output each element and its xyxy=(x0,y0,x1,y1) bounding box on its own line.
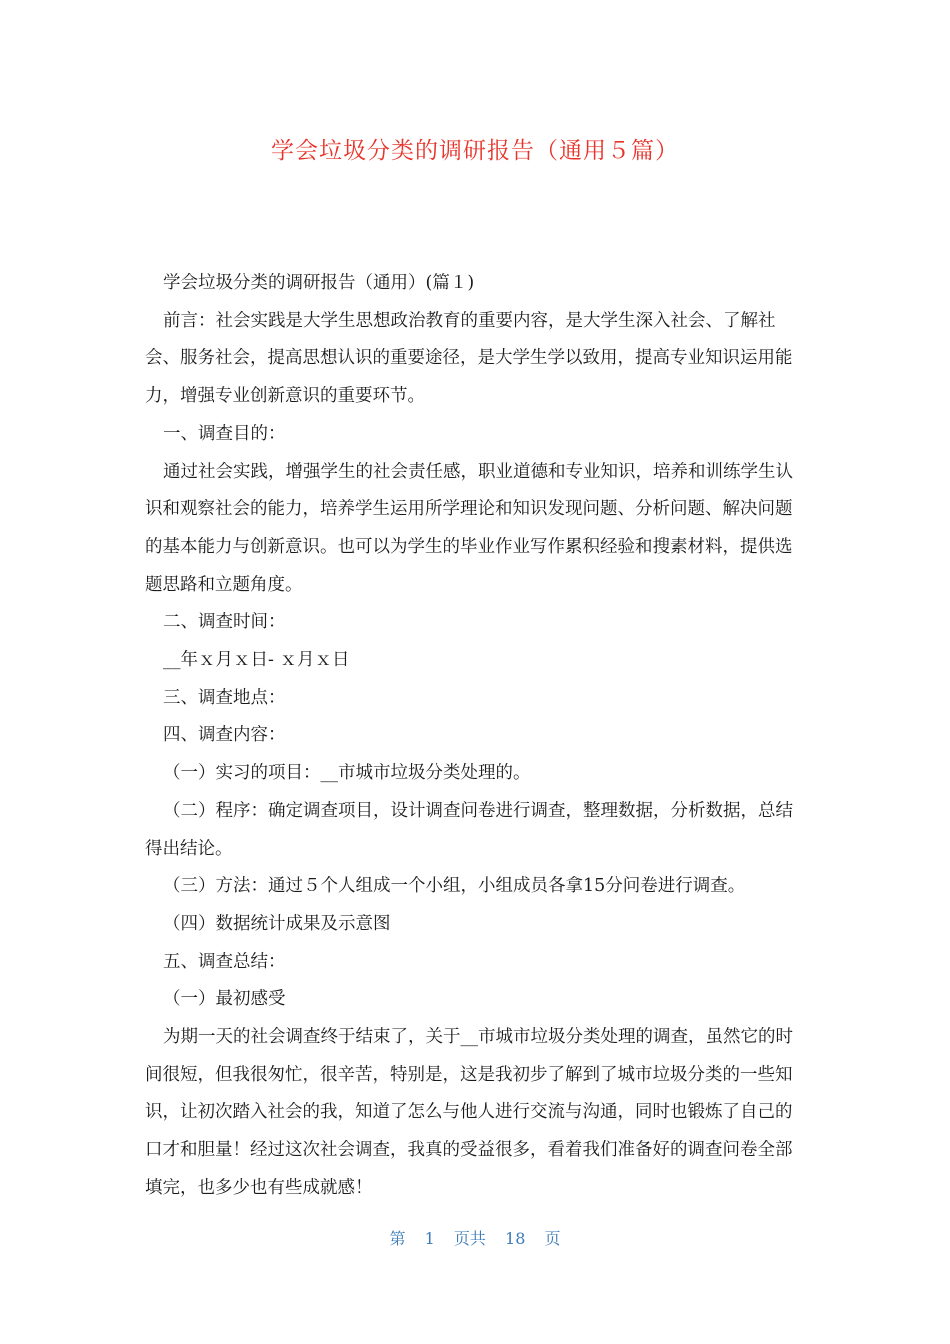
heading-summary: 五、调查总结： xyxy=(163,951,286,972)
item-procedure: （二）程序：确定调查项目，设计调查问卷进行调查，整理数据，分析数据，总结得出结论。 xyxy=(145,800,793,859)
item-first-impression: （一）最初感受 xyxy=(163,989,286,1010)
item-project: （一）实习的项目：__市城市垃圾分类处理的。 xyxy=(163,763,531,784)
page-label-prefix: 第 xyxy=(389,1229,406,1248)
page-label-mid: 页共 xyxy=(453,1229,486,1248)
paragraph-purpose: 通过社会实践，增强学生的社会责任感，职业道德和专业知识，培养和训练学生认识和观察社会的能力，培养学生运用所学理论和知识发现问题、分析问题、解决问题的基本能力与创新意识。也可以为学生的毕业作业写作累积经验和搜素材料，提供选题思路和立题角度。 xyxy=(145,461,793,595)
page-current: 1 xyxy=(424,1229,435,1248)
item-method: （三）方法：通过５个人组成一个小组，小组成员各拿15分问卷进行调查。 xyxy=(163,876,746,897)
page-label-suffix: 页 xyxy=(544,1229,561,1248)
heading-purpose: 一、调查目的： xyxy=(163,423,286,444)
heading-location: 三、调查地点： xyxy=(163,687,286,708)
document-title: 学会垃圾分类的调研报告（通用５篇） xyxy=(271,138,679,164)
paragraph-time: __年ｘ月ｘ日- ｘ月ｘ日 xyxy=(163,650,350,671)
paragraph-preface: 前言：社会实践是大学生思想政治教育的重要内容，是大学生深入社会、了解社会、服务社会，提高思想认识的重要途径，是大学生学以致用，提高专业知识运用能力，增强专业创新意识的重要环节。 xyxy=(145,310,793,407)
page-total: 18 xyxy=(505,1229,526,1248)
document-body xyxy=(145,265,805,1208)
heading-time: 二、调查时间： xyxy=(163,612,286,633)
paragraph-impression: 为期一天的社会调查终于结束了，关于__市城市垃圾分类处理的调查，虽然它的时间很短，但我很匆忙，很辛苦，特别是，这是我初步了解到了城市垃圾分类的一些知识，让初次踏入社会的我，知道了怎么与他人进行交流与沟通，同时也锻炼了自己的口才和胆量！经过这次社会调查，我真的受益很多，看着我们准备好的调查问卷全部填完，也多少也有些成就感！ xyxy=(145,1027,793,1198)
heading-content: 四、调查内容： xyxy=(163,725,286,746)
page-footer xyxy=(0,1226,950,1249)
section-heading: 学会垃圾分类的调研报告（通用）(篇１) xyxy=(163,273,475,293)
item-statistics: （四）数据统计成果及示意图 xyxy=(163,913,391,934)
